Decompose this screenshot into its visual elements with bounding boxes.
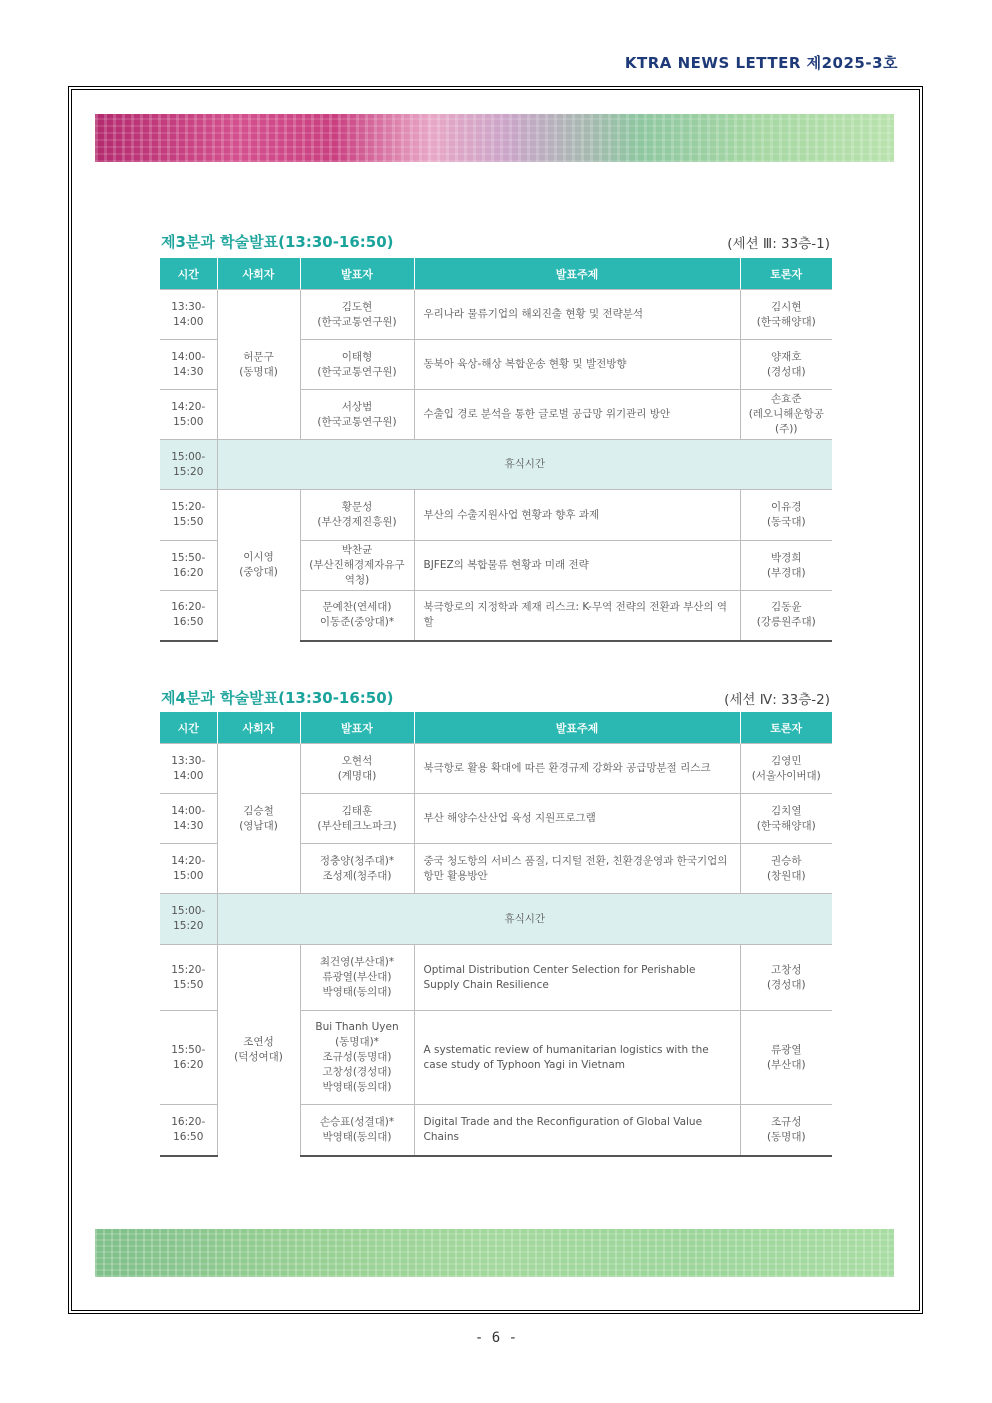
chair-cell: 이시영 (중앙대) [217,490,300,641]
topic-cell: 북극항로의 지정학과 제재 리스크: K-무역 전략의 전환과 부산의 역할 [414,591,740,641]
time-cell: 14:00- 14:30 [160,794,217,844]
time-cell: 13:30- 14:00 [160,744,217,794]
break-row [160,894,832,945]
table-header-row [160,258,832,290]
col-time: 시간 [160,712,217,744]
discussant-cell: 이유경 (동국대) [740,490,832,541]
col-chair: 사회자 [217,258,300,290]
topic-cell: Optimal Distribution Center Selection for Perishable Supply Chain Resilience [414,945,740,1011]
discussant-cell: 김동윤 (강릉원주대) [740,591,832,641]
presenter-cell: 김도현 (한국교통연구원) [300,290,414,340]
time-cell: 14:20- 15:00 [160,390,217,440]
session4-title: 제4분과 학술발표(13:30-16:50) [161,689,394,707]
topic-cell: 수출입 경로 분석을 통한 글로벌 공급망 위기관리 방안 [414,390,740,440]
chair-cell: 조연성 (덕성여대) [217,945,300,1156]
table-row [160,744,832,794]
time-cell: 16:20- 16:50 [160,1105,217,1156]
topic-cell: 동북아 육상-해상 복합운송 현황 및 발전방향 [414,340,740,390]
col-presenter: 발표자 [300,712,414,744]
topic-cell: 부산의 수출지원사업 현황과 향후 과제 [414,490,740,541]
time-cell: 15:20- 15:50 [160,490,217,541]
presenter-cell: 황문성 (부산경제진흥원) [300,490,414,541]
col-topic: 발표주제 [414,258,740,290]
presenter-cell: 최건영(부산대)* 류광열(부산대) 박영태(동의대) [300,945,414,1011]
time-cell: 16:20- 16:50 [160,591,217,641]
table-row [160,945,832,1011]
time-cell: 15:00- 15:20 [160,894,217,945]
break-label: 휴식시간 [217,894,832,945]
table-row [160,490,832,541]
time-cell: 13:30- 14:00 [160,290,217,340]
session4-location: (세션 Ⅳ: 33층-2) [724,692,830,708]
discussant-cell: 손효준 (레오니해운항공(주)) [740,390,832,440]
table-header-row [160,712,832,744]
presenter-cell: 김태훈 (부산테크노파크) [300,794,414,844]
col-topic: 발표주제 [414,712,740,744]
discussant-cell: 권승하 (창원대) [740,844,832,894]
topic-cell: BJFEZ의 복합물류 현황과 미래 전략 [414,541,740,591]
session3-table [160,258,832,642]
top-banner-image [95,114,894,162]
table-row [160,290,832,340]
discussant-cell: 김치열 (한국해양대) [740,794,832,844]
time-cell: 15:20- 15:50 [160,945,217,1011]
presenter-cell: 박찬균 (부산진해경제자유구역청) [300,541,414,591]
session4-table [160,712,832,1157]
session3-title: 제3분과 학술발표(13:30-16:50) [161,233,394,251]
discussant-cell: 조규성 (동명대) [740,1105,832,1156]
topic-cell: A systematic review of humanitarian logistics with the case study of Typhoon Yagi in Vietnam [414,1011,740,1105]
chair-cell: 김승철 (영남대) [217,744,300,894]
bottom-banner-image [95,1229,894,1277]
discussant-cell: 김시현 (한국해양대) [740,290,832,340]
presenter-cell: 문예찬(연세대) 이동준(중앙대)* [300,591,414,641]
break-row [160,440,832,490]
col-presenter: 발표자 [300,258,414,290]
time-cell: 15:50- 16:20 [160,541,217,591]
discussant-cell: 박경희 (부경대) [740,541,832,591]
discussant-cell: 류광열 (부산대) [740,1011,832,1105]
discussant-cell: 고창성 (경성대) [740,945,832,1011]
newsletter-header: KTRA NEWS LETTER 제2025-3호 [624,54,898,72]
presenter-cell: 이태형 (한국교통연구원) [300,340,414,390]
time-cell: 15:00- 15:20 [160,440,217,490]
time-cell: 14:20- 15:00 [160,844,217,894]
col-discussant: 토론자 [740,712,832,744]
col-discussant: 토론자 [740,258,832,290]
topic-cell: Digital Trade and the Reconfiguration of Global Value Chains [414,1105,740,1156]
topic-cell: 중국 청도항의 서비스 품질, 디지털 전환, 친환경운영과 한국기업의 항만 활용방안 [414,844,740,894]
presenter-cell: Bui Thanh Uyen (동명대)* 조규성(동명대) 고창성(경성대) 박영태(동의대) [300,1011,414,1105]
topic-cell: 우리나라 물류기업의 해외진출 현황 및 전략분석 [414,290,740,340]
presenter-cell: 정충양(청주대)* 조성제(청주대) [300,844,414,894]
topic-cell: 부산 해양수산산업 육성 지원프로그램 [414,794,740,844]
break-label: 휴식시간 [217,440,832,490]
col-time: 시간 [160,258,217,290]
session3-location: (세션 Ⅲ: 33층-1) [727,236,830,252]
discussant-cell: 김영민 (서울사이버대) [740,744,832,794]
presenter-cell: 손승표(성결대)* 박영태(동의대) [300,1105,414,1156]
discussant-cell: 양재호 (경성대) [740,340,832,390]
time-cell: 14:00- 14:30 [160,340,217,390]
col-chair: 사회자 [217,712,300,744]
topic-cell: 북극항로 활용 확대에 따른 환경규제 강화와 공급망분절 리스크 [414,744,740,794]
presenter-cell: 오현석 (계명대) [300,744,414,794]
time-cell: 15:50- 16:20 [160,1011,217,1105]
chair-cell: 허문구 (동명대) [217,290,300,440]
presenter-cell: 서상범 (한국교통연구원) [300,390,414,440]
page-number: - 6 - [474,1330,518,1346]
